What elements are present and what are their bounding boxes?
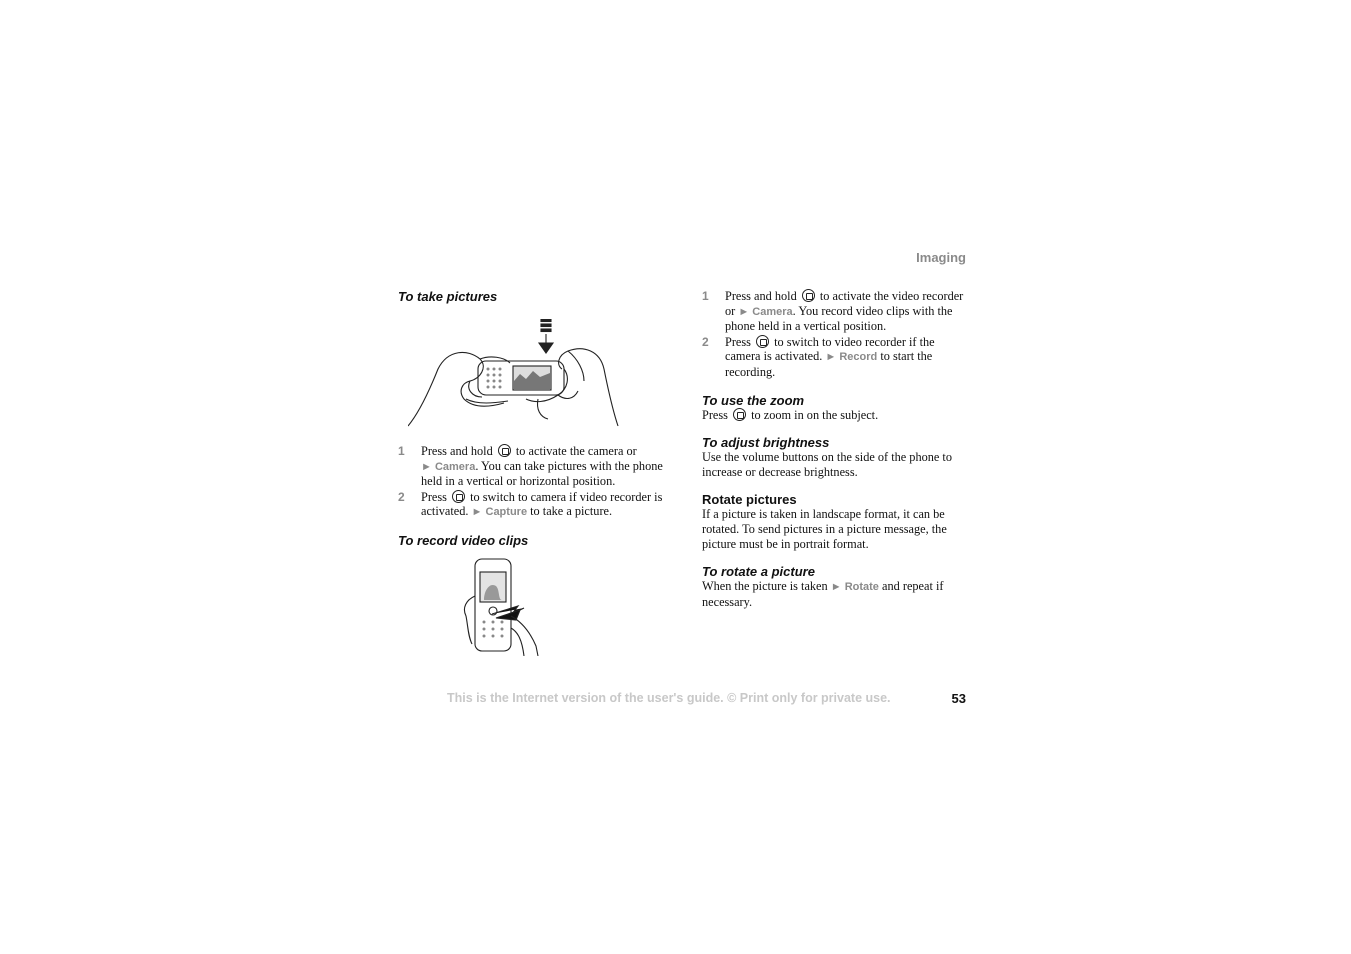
step-item (702, 335, 972, 380)
page-number: 53 (951, 691, 966, 706)
navigation-key-icon (733, 408, 746, 421)
menu-item-rotate: Rotate (844, 581, 879, 594)
step-number: 1 (398, 444, 405, 458)
menu-arrow-icon: ► (830, 581, 842, 594)
rotate-picture-text-pre: When the picture is taken (702, 579, 828, 594)
take-pictures-steps (398, 444, 668, 520)
menu-arrow-icon: ► (471, 506, 483, 519)
menu-arrow-icon: ► (825, 351, 837, 364)
mode-key-icon (756, 335, 769, 348)
take-pictures-illustration (408, 319, 668, 429)
left-column (398, 289, 668, 656)
step-text: to activate the camera or (515, 444, 637, 458)
brightness-heading: To adjust brightness (702, 435, 830, 451)
record-video-steps (702, 289, 972, 380)
right-column (702, 289, 972, 609)
step-item (398, 490, 668, 520)
rotate-pictures-text: If a picture is taken in landscape format, it can be rotated. To send pictures in a picture message, the picture must be in portrait format. (702, 507, 947, 551)
menu-item-camera: Camera (752, 305, 793, 318)
record-video-heading: To record video clips (398, 532, 529, 548)
step-item (702, 289, 972, 334)
brightness-text: Use the volume buttons on the side of the phone to increase or decrease brightness. (702, 450, 952, 479)
step-text: Press (725, 334, 751, 349)
menu-item-camera: Camera (434, 460, 476, 473)
step-text: Press and hold (421, 444, 493, 458)
camera-key-icon (802, 289, 815, 302)
rotate-picture-text (702, 579, 960, 609)
menu-arrow-icon: ► (421, 460, 432, 473)
step-text: to take a picture. (530, 504, 613, 519)
step-text: . You can take pictures with the phone held in a vertical or horizontal position. (421, 458, 663, 489)
menu-item-capture: Capture (485, 506, 528, 519)
take-pictures-heading: To take pictures (398, 289, 498, 304)
step-number: 2 (702, 334, 709, 349)
footer-notice: This is the Internet version of the user's guide. © Print only for private use. (447, 691, 891, 705)
camera-key-icon (498, 444, 511, 457)
zoom-text-pre: Press (702, 407, 728, 422)
rotate-pictures-heading: Rotate pictures (702, 492, 797, 508)
rotate-picture-text-post: and repeat if necessary. (702, 579, 944, 609)
rotate-picture-heading: To rotate a picture (702, 564, 815, 580)
menu-item-record: Record (839, 351, 878, 364)
step-text: to activate the video recorder or (725, 289, 964, 318)
step-text: Press (421, 489, 447, 504)
section-label: Imaging (916, 250, 966, 265)
step-number: 1 (702, 289, 709, 303)
step-text: . You record video clips with the phone held in a vertical position. (725, 303, 953, 334)
step-text: to switch to video recorder if the camera is activated. (725, 334, 935, 364)
zoom-heading: To use the zoom (702, 392, 805, 408)
step-number: 2 (398, 489, 405, 504)
record-video-illustration (460, 556, 668, 656)
step-text: Press and hold (725, 289, 797, 303)
zoom-text-post: to zoom in on the subject. (751, 407, 879, 422)
mode-key-icon (452, 490, 465, 503)
zoom-text (702, 408, 972, 423)
step-text: to start the recording. (725, 349, 933, 379)
menu-arrow-icon: ► (738, 305, 750, 318)
step-item (398, 444, 668, 489)
step-text: to switch to camera if video recorder is activated. (421, 489, 663, 519)
